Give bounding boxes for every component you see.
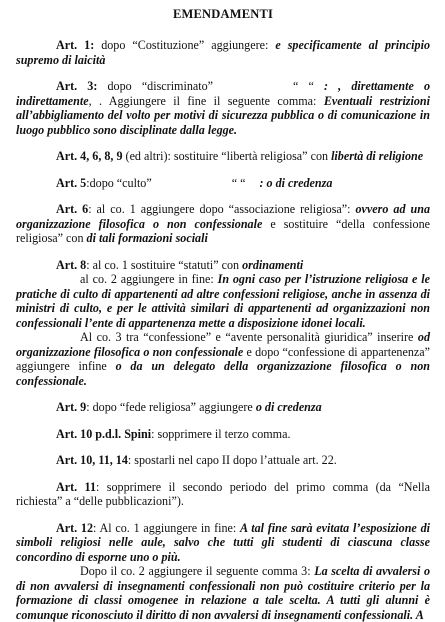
amendment-insertion: Eventuali restrizioni all’abbigliamento del volto per motivi di sicurezza pubblica o di comunicazione in luogo pubblico sono disciplinate dalla legge. [16,94,430,137]
amendment-text: e sostituire “della confessione religiosa” con [16,217,430,246]
amendment-insertion: o da un delegato della organizzazione filosofica o non confessionale. [16,359,430,388]
article-label: Art. 1: [56,38,94,52]
amendment-insertion: In ogni caso per l’istruzione religiosa e le pratiche di culto di appartenenti ad altre confessioni religiose, anche in assenza di ministri di culto, e per le attività similari di appartenenti ad organizzazioni non confessionali l’ente di appartenenza mette a disposizione idonei locali. [16,272,430,330]
amendment-insertion: ordinamenti [242,258,303,272]
amendment-art-1 [16,38,430,67]
amendment-text: : sopprimere il terzo comma. [151,427,290,441]
article-label: Art. 10, 11, 14 [56,453,128,467]
amendment-art-9 [16,400,430,415]
article-label: Art. 4, 6, 8, 9 [56,149,123,163]
amendment-art-12 [16,521,430,622]
amendment-text: : al co. 1 aggiungere dopo “associazione religiosa”: [88,202,355,216]
amendment-text: : al co. 1 sostituire “statuti” con [86,258,242,272]
document-title: EMENDAMENTI [16,7,430,22]
amendment-insertion: o di credenza [256,400,322,414]
amendment-text: Dopo il co. 2 aggiungere il seguente comma 3: [80,564,314,578]
amendment-insertion: e specificamente al principio supremo di laicità [16,38,430,67]
amendment-art-5 [16,176,430,191]
amendment-art-11 [16,480,430,509]
amendment-insertion: di tali formazioni sociali [87,231,208,245]
amendment-insertion: : , direttamente o indirettamente [16,79,430,108]
amendment-text: e dopo “confessione di appartenenza” aggiungere infine [16,345,430,374]
amendment-text: Al co. 3 tra “confessione” e “avente personalità giuridica” inserire [80,330,418,344]
amendment-text: (ed altri): sostituire “libertà religiosa” con [123,149,332,163]
article-label: Art. 5 [56,176,86,190]
amendment-insertion: La scelta di avvalersi o di non avvalersi di insegnamenti confessionali non può costituire criterio per la formazione di classi omogenee in relazione a tale scelta. A tutti gli alunni è comunque riconosciuto il diritto di non avvalersi di insegnamenti confessionali. A [16,564,430,622]
article-label: Art. 6 [56,202,88,216]
article-label: Art. 10 p.d.l. Spini [56,427,151,441]
amendment-text: dopo “discriminato” [97,79,213,93]
amendment-art-4-6-8-9 [16,149,430,164]
amendment-art-10-spini [16,427,430,442]
amendment-insertion: od organizzazione filosofica o non confessionale [16,330,430,359]
quote-marks: “ “ [232,176,246,190]
amendment-art-8 [16,258,430,389]
amendment-text: : Al co. 1 aggiungere in fine: [93,521,240,535]
article-label: Art. 9 [56,400,86,414]
amendment-insertion: A tal fine sarà evitata l’esposizione di simboli religiosi nelle aule, salvo che tutti gli studenti di ciascuna classe concordino di esporne uno o più. [16,521,430,564]
amendment-insertion: ovvero ad una organizzazione filosofica o non confessionale [16,202,430,231]
amendment-art-10-11-14 [16,453,430,468]
amendment-text: : spostarli nel capo II dopo l’attuale art. 22. [128,453,337,467]
article-label: Art. 3: [56,79,97,93]
amendment-text: dopo “Costituzione” aggiungere: [94,38,275,52]
amendment-art-3 [16,79,430,137]
article-label: Art. 11 [56,480,96,494]
quote-marks: “ “ [293,79,314,93]
article-label: Art. 8 [56,258,86,272]
article-label: Art. 12 [56,521,93,535]
amendment-text: , . Aggiungere il fine il seguente comma: [89,94,324,108]
amendment-insertion: libertà di religione [331,149,423,163]
amendment-text: : dopo “fede religiosa” aggiungere [86,400,256,414]
amendment-text: : sopprimere il secondo periodo del primo comma (da “Nella richiesta” a “delle pubblicazioni”). [16,480,430,509]
amendment-text: al co. 2 aggiungere in fine: [80,272,218,286]
amendment-insertion: : o di credenza [260,176,333,190]
amendment-text: :dopo “culto” [86,176,152,190]
amendment-art-6 [16,202,430,246]
